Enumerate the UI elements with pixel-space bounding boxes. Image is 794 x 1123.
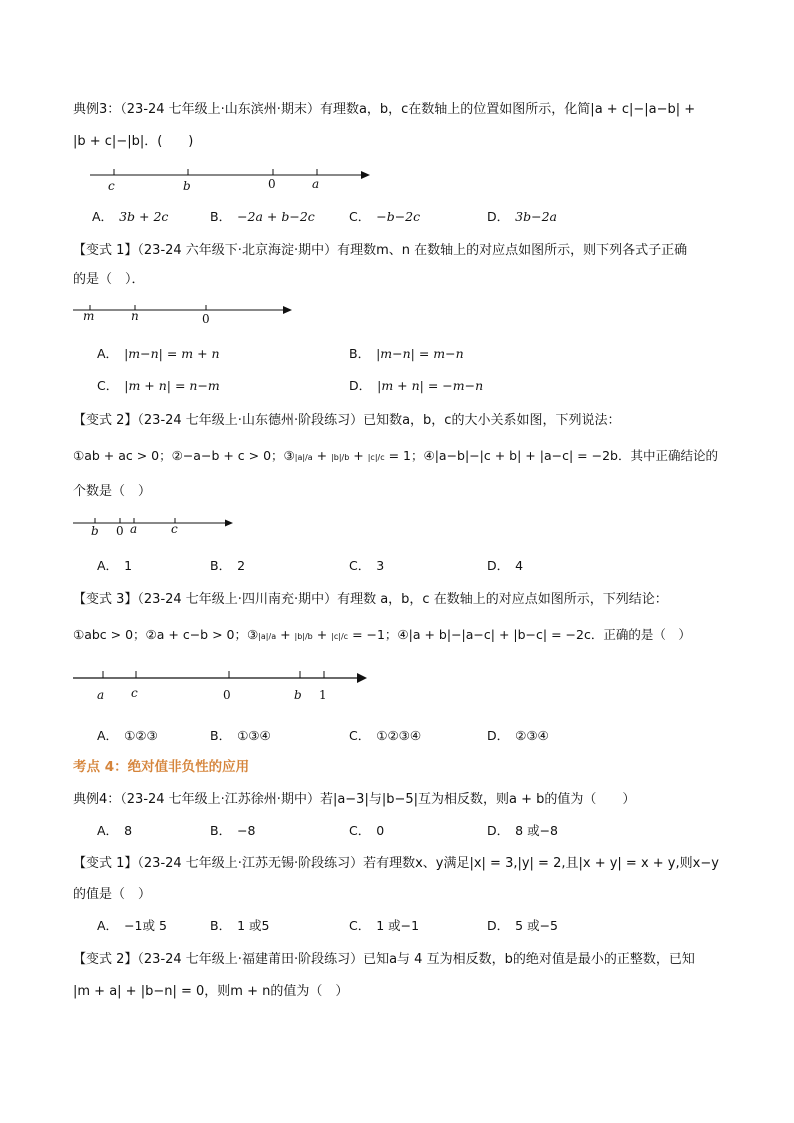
axis-label-0: 0	[268, 177, 276, 191]
option-c[interactable]: C． 0	[349, 823, 385, 838]
option-a[interactable]: A． |m−n| = m + n	[97, 346, 220, 361]
option-b[interactable]: B． ①③④	[210, 728, 271, 743]
axis-label-a: a	[97, 688, 105, 702]
variant41-line2: 的值是（ ）	[73, 887, 152, 902]
option-c[interactable]: C． −b−2c	[349, 209, 421, 224]
variant1-line2: 的是（ ）．	[73, 272, 145, 287]
option-d[interactable]: D． 3b−2a	[487, 209, 557, 224]
option-b[interactable]: B． −8	[210, 823, 256, 838]
option-a[interactable]: A． 1	[97, 558, 133, 573]
variant1-line1: 【变式 1】（23-24 六年级下·北京海淀·期中）有理数m、n 在数轴上的对应点如图所示，则下列各式子正确	[73, 243, 688, 258]
option-a[interactable]: A． ①②③	[97, 728, 158, 743]
option-b[interactable]: B． |m−n| = m−n	[349, 346, 464, 361]
example3-line1: 典例3：（23-24 七年级上·山东滨州·期末）有理数a，b，c在数轴上的位置如图所示，化简|a + c|−|a−b| +	[73, 102, 696, 117]
axis-label-a: a	[130, 522, 138, 536]
axis-label-b: b	[183, 179, 191, 193]
fraction-b: |b|/b	[331, 453, 350, 462]
option-a[interactable]: A． 8	[97, 823, 133, 838]
option-c[interactable]: C． 1 或−1	[349, 918, 420, 933]
variant3-line2: ①abc > 0；②a + c−b > 0；③|a|/a + |b|/b + |c|/c = −1；④|a + b|−|a−c| + |b−c| = −2c．正确的是（ ）	[73, 627, 691, 642]
axis-label-b: b	[91, 524, 99, 538]
fraction-c: |c|/c	[367, 453, 385, 462]
option-a[interactable]: A． −1或 5	[97, 918, 167, 933]
axis-label-0: 0	[116, 524, 124, 538]
option-b[interactable]: B． 2	[210, 558, 246, 573]
axis-label-0: 0	[223, 688, 231, 702]
fraction-a: |a|/a	[294, 453, 313, 462]
variant2-line3: 个数是（ ）	[73, 484, 152, 499]
option-a[interactable]: A． 3b + 2c	[92, 209, 169, 224]
axis-label-a: a	[312, 177, 320, 191]
option-b[interactable]: B． 1 或5	[210, 918, 270, 933]
option-d[interactable]: D． 5 或−5	[487, 918, 558, 933]
axis-label-1: 1	[319, 688, 327, 702]
option-d[interactable]: D． |m + n| = −m−n	[349, 378, 484, 393]
number-line-v2	[73, 518, 233, 538]
option-c[interactable]: C． ①②③④	[349, 728, 422, 743]
section-heading: 考点 4：绝对值非负性的应用	[73, 759, 250, 775]
variant42-line2: |m + a| + |b−n| = 0，则m + n的值为（ ）	[73, 984, 349, 999]
option-d[interactable]: D． 8 或−8	[487, 823, 558, 838]
fraction-b: |b|/b	[294, 632, 313, 641]
number-line-ex3	[90, 169, 370, 193]
option-b[interactable]: B． −2a + b−2c	[210, 209, 315, 224]
option-d[interactable]: D． 4	[487, 558, 524, 573]
example3-line2: |b + c|−|b|．( )	[73, 134, 194, 149]
axis-label-m: m	[83, 309, 95, 323]
variant3-line1: 【变式 3】（23-24 七年级上·四川南充·期中）有理数 a，b，c 在数轴上的对应点如图所示，下列结论：	[73, 592, 668, 607]
axis-label-b: b	[294, 688, 302, 702]
variant41-line1: 【变式 1】（23-24 七年级上·江苏无锡·阶段练习）若有理数x、y满足|x| = 3,|y| = 2,且|x + y| = x + y,则x−y	[73, 856, 719, 871]
axis-label-c: c	[171, 522, 178, 536]
option-c[interactable]: C． 3	[349, 558, 385, 573]
axis-label-c: c	[108, 179, 115, 193]
variant2-line2: ①ab + ac > 0；②−a−b + c > 0；③|a|/a + |b|/b + |c|/c = 1；④|a−b|−|c + b| + |a−c| = −2b．其中正确结论的	[73, 448, 718, 463]
axis-label-n: n	[131, 309, 139, 323]
option-c[interactable]: C． |m + n| = n−m	[97, 378, 220, 393]
fraction-c: |c|/c	[331, 632, 349, 641]
axis-label-0: 0	[202, 312, 210, 326]
variant42-line1: 【变式 2】（23-24 七年级上·福建莆田·阶段练习）已知a与 4 互为相反数，b的绝对值是最小的正整数，已知	[73, 952, 695, 967]
number-line-v1	[73, 305, 292, 326]
fraction-a: |a|/a	[258, 632, 277, 641]
example4-line1: 典例4：（23-24 七年级上·江苏徐州·期中）若|a−3|与|b−5|互为相反数，则a + b的值为（ ）	[73, 792, 636, 807]
axis-label-c: c	[131, 686, 138, 700]
number-line-v3	[73, 671, 367, 702]
option-d[interactable]: D． ②③④	[487, 728, 549, 743]
variant2-line1: 【变式 2】（23-24 七年级上·山东德州·阶段练习）已知数a，b，c的大小关系如图，下列说法：	[73, 413, 621, 428]
